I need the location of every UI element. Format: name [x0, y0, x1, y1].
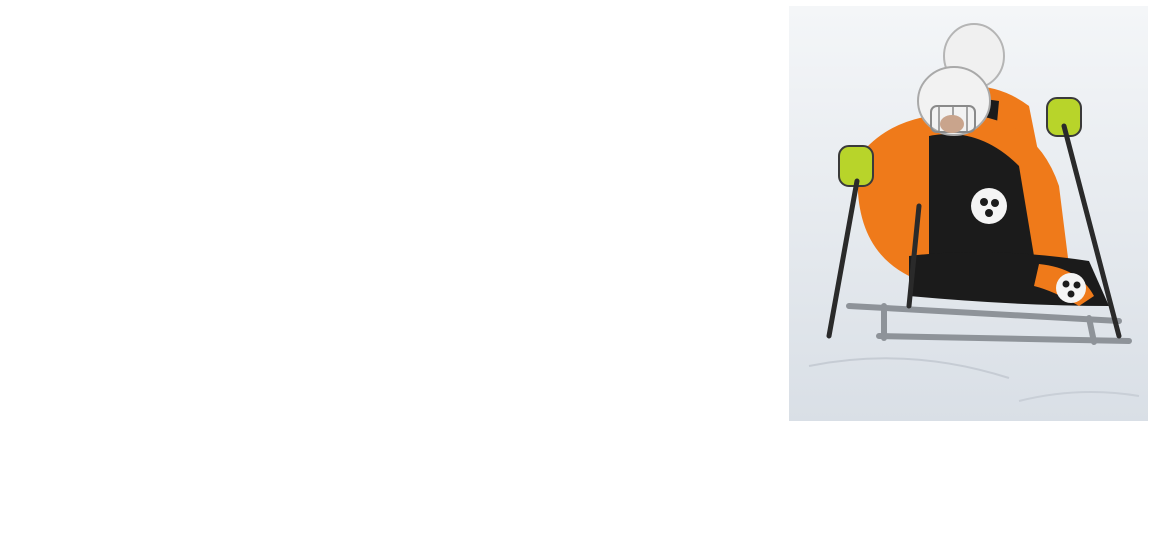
- sledge-hockey-player-photo: [789, 6, 1148, 421]
